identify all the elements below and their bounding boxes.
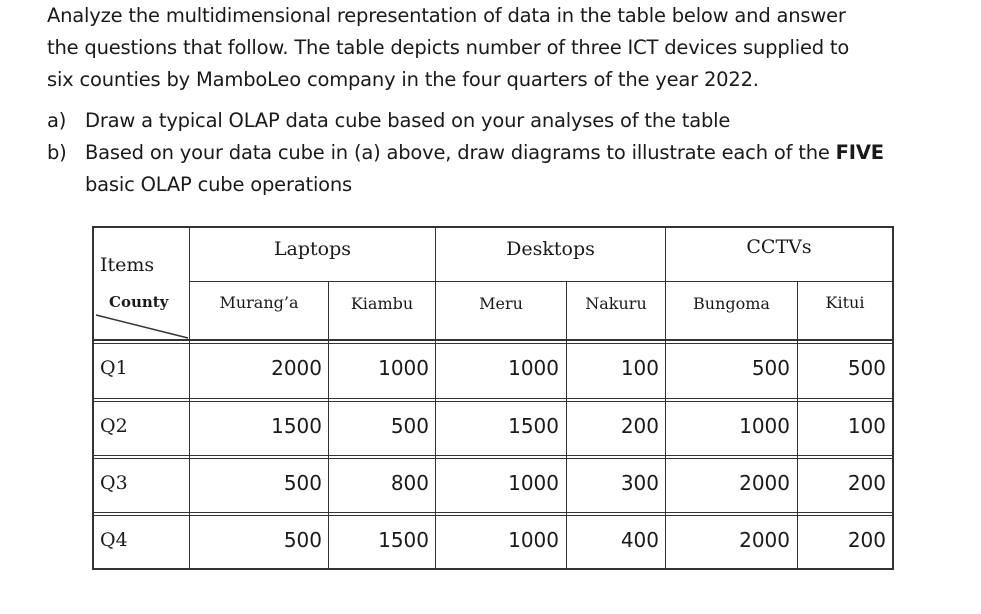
table-cell: 800	[390, 471, 429, 495]
col-divider-items	[189, 226, 190, 570]
table-cell: 500	[847, 356, 886, 380]
header-divider-double	[92, 343, 894, 344]
county-nakuru: Nakuru	[585, 294, 647, 313]
table-cell: 1000	[508, 356, 559, 380]
col-divider-4	[665, 226, 666, 570]
table-cell: 1500	[378, 528, 429, 552]
county-kitui: Kitui	[825, 293, 865, 312]
question-b-text-main: Based on your data cube in (a) above, draw diagrams to illustrate each of the	[85, 141, 836, 164]
question-a-label: a)	[47, 109, 67, 132]
row-divider-2	[92, 455, 894, 456]
table-cell: 500	[390, 414, 429, 438]
supply-table	[92, 226, 894, 570]
row-divider-3	[92, 512, 894, 513]
table-border-top	[92, 226, 894, 228]
county-label: County	[109, 293, 169, 311]
group-divider	[190, 281, 894, 282]
table-cell: 1500	[508, 414, 559, 438]
row-divider-2-double	[92, 458, 894, 459]
table-cell: 500	[283, 471, 322, 495]
col-divider-1	[328, 282, 329, 570]
table-cell: 500	[283, 528, 322, 552]
table-cell: 200	[620, 414, 659, 438]
instructions-line-3: six counties by MamboLeo company in the four quarters of the year 2022.	[47, 68, 759, 91]
table-cell: 2000	[739, 528, 790, 552]
table-cell: 1500	[271, 414, 322, 438]
county-bungoma: Bungoma	[693, 294, 770, 313]
col-divider-3	[566, 282, 567, 570]
question-b-emphasis: FIVE	[835, 141, 884, 164]
county-kiambu: Kiambu	[350, 294, 414, 313]
table-cell: 1000	[739, 414, 790, 438]
county-diagonal	[94, 283, 189, 339]
question-b-text-line2: basic OLAP cube operations	[85, 173, 353, 196]
table-cell: 300	[620, 471, 659, 495]
table-cell: 200	[847, 471, 886, 495]
table-cell: 1000	[508, 471, 559, 495]
row-divider-1	[92, 398, 894, 399]
table-cell: 400	[620, 528, 659, 552]
quarter-label: Q3	[100, 472, 128, 494]
table-border-bottom	[92, 568, 894, 570]
instructions-line-1: Analyze the multidimensional representation of data in the table below and answer	[47, 4, 846, 27]
table-cell: 2000	[739, 471, 790, 495]
table-cell: 500	[751, 356, 790, 380]
header-divider	[92, 339, 894, 341]
items-label: Items	[100, 254, 155, 276]
table-cell: 2000	[271, 356, 322, 380]
quarter-label: Q4	[100, 529, 128, 551]
quarter-label: Q2	[100, 415, 128, 437]
group-desktops: Desktops	[506, 238, 595, 260]
table-cell: 1000	[378, 356, 429, 380]
group-laptops: Laptops	[273, 238, 352, 260]
county-murang-a: Murang’a	[219, 293, 299, 312]
table-cell: 1000	[508, 528, 559, 552]
table-cell: 100	[620, 356, 659, 380]
instructions	[47, 0, 957, 96]
quarter-label: Q1	[100, 357, 128, 379]
question-b-text	[85, 137, 955, 201]
row-divider-3-double	[92, 515, 894, 516]
col-divider-2	[435, 226, 436, 570]
table-cell: 200	[847, 528, 886, 552]
row-divider-1-double	[92, 401, 894, 402]
question-b-label: b)	[47, 141, 67, 164]
question-a-text: Draw a typical OLAP data cube based on your analyses of the table	[85, 109, 731, 132]
table-cell: 100	[847, 414, 886, 438]
group-cctvs: CCTVs	[746, 236, 812, 258]
county-meru: Meru	[479, 294, 523, 313]
instructions-line-2: the questions that follow. The table depicts number of three ICT devices supplied to	[47, 36, 850, 59]
